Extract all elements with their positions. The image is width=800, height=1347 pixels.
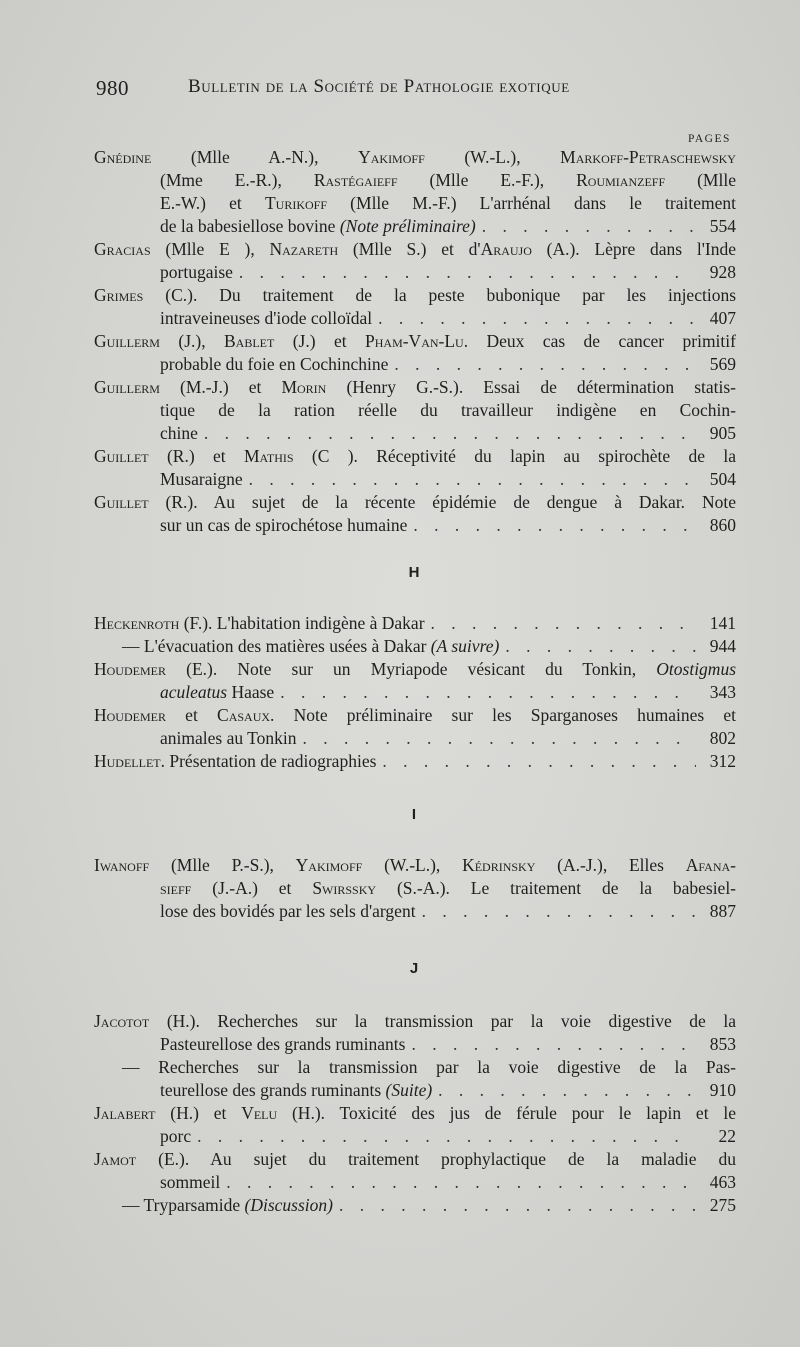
page-reference: 463: [709, 1172, 736, 1192]
entry-line: sur un cas de spirochétose humaine . . . 860: [160, 514, 736, 537]
entry-line: — Recherches sur la transmission par la voie digestive de la Pas-: [122, 1057, 736, 1077]
entry-line: sieff (J.-A.) et Swirssky (S.-A.). Le traitement de la babesiel-: [160, 878, 737, 898]
dot-leader: [204, 422, 696, 445]
page-reference: 569: [709, 354, 736, 374]
section-letter-i: I: [411, 806, 417, 823]
entry-line: Pasteurellose des grands ruminants . . . 853: [160, 1033, 736, 1056]
entry-line: lose des bovidés par les sels d'argent . . . 887: [160, 900, 736, 923]
dot-leader: [249, 468, 696, 491]
page-reference: 312: [709, 751, 736, 771]
entry-line: portugaise . . . 928: [160, 261, 736, 284]
page-reference: 504: [709, 469, 736, 489]
page-reference: 141: [709, 613, 736, 633]
entry-line: Jalabert (H.) et Velu (H.). Toxicité des jus de férule pour le lapin et le: [94, 1103, 736, 1123]
dot-leader: [226, 1171, 696, 1194]
entry-line: de la babesiellose bovine (Note préliminaire) . . . 554: [160, 215, 736, 238]
pages-column-label: PAGES: [688, 133, 731, 145]
dot-leader: [413, 514, 696, 537]
page-reference: 860: [709, 515, 736, 535]
entry-line: animales au Tonkin . . . 802: [160, 727, 736, 750]
page-reference: 910: [709, 1080, 736, 1100]
entry-line: Guillet (R.). Au sujet de la récente épidémie de dengue à Dakar. Note: [94, 492, 736, 512]
dot-leader: [197, 1125, 696, 1148]
entry-line: Hudellet. Présentation de radiographies . . . 312: [94, 750, 736, 773]
entry-line: tique de la ration réelle du travailleur indigène en Cochin-: [160, 400, 736, 420]
entry-line: Jacotot (H.). Recherches sur la transmission par la voie digestive de la: [94, 1011, 736, 1031]
dot-leader: [378, 307, 696, 330]
entry-line: aculeatus Haase . . . 343: [160, 681, 736, 704]
entry-line: Guillet (R.) et Mathis (C ). Réceptivité du lapin au spirochète de la: [94, 446, 736, 466]
dot-leader: [482, 215, 696, 238]
entry-line: Guillerm (M.-J.) et Morin (Henry G.-S.). Essai de détermination statis-: [94, 377, 736, 397]
page-reference: 343: [709, 682, 736, 702]
entry-line: teurellose des grands ruminants (Suite) . . . 910: [160, 1079, 736, 1102]
entry-line: Gracias (Mlle E ), Nazareth (Mlle S.) et d'Araujo (A.). Lèpre dans l'Inde: [94, 239, 736, 259]
running-title: Bulletin de la Société de Pathologie exotique: [188, 76, 570, 97]
dot-leader: [339, 1194, 696, 1217]
dot-leader: [280, 681, 696, 704]
page-reference: 22: [718, 1126, 736, 1146]
dot-leader: [438, 1079, 696, 1102]
entry-line: — L'évacuation des matières usées à Dakar (A suivre) . . . 944: [122, 635, 736, 658]
entry-line: E.-W.) et Turikoff (Mlle M.-F.) L'arrhénal dans le traitement: [160, 193, 736, 213]
dot-leader: [394, 353, 696, 376]
page-reference: 554: [709, 216, 736, 236]
entry-line: Gnédine (Mlle A.-N.), Yakimoff (W.-L.), Markoff-Petraschewsky: [94, 147, 736, 167]
dot-leader: [505, 635, 696, 658]
entry-line: (Mme E.-R.), Rastégaieff (Mlle E.-F.), Roumianzeff (Mlle: [160, 170, 736, 190]
page-reference: 407: [709, 308, 736, 328]
entry-line: Jamot (E.). Au sujet du traitement prophylactique de la maladie du: [94, 1149, 736, 1169]
dot-leader: [422, 900, 696, 923]
page-number: 980: [96, 76, 129, 100]
entry-line: porc . . . 22: [160, 1125, 736, 1148]
page-reference: 928: [709, 262, 736, 282]
page-reference: 802: [709, 728, 736, 748]
entry-line: Houdemer (E.). Note sur un Myriapode vésicant du Tonkin, Otostigmus: [94, 659, 736, 679]
page-reference: 905: [709, 423, 736, 443]
entry-line: Heckenroth (F.). L'habitation indigène à Dakar . . . 141: [94, 612, 736, 635]
dot-leader: [302, 727, 696, 750]
entry-line: intraveineuses d'iode colloïdal . . . 407: [160, 307, 736, 330]
dot-leader: [239, 261, 696, 284]
entry-line: Iwanoff (Mlle P.-S.), Yakimoff (W.-L.), Kédrinsky (A.-J.), Elles Afana-: [94, 855, 736, 875]
dot-leader: [431, 612, 696, 635]
entry-line: chine . . . 905: [160, 422, 736, 445]
entry-line: probable du foie en Cochinchine . . . 569: [160, 353, 736, 376]
page-reference: 944: [709, 636, 736, 656]
section-letter-j: J: [409, 960, 419, 977]
page-reference: 853: [709, 1034, 736, 1054]
entry-line: Musaraigne . . . 504: [160, 468, 736, 491]
section-letter-h: H: [408, 564, 420, 581]
page-reference: 887: [709, 901, 736, 921]
page-header: [96, 76, 696, 106]
page-reference: 275: [709, 1195, 736, 1215]
dot-leader: [411, 1033, 696, 1056]
entry-line: Guillerm (J.), Bablet (J.) et Pham-Van-Lu. Deux cas de cancer primitif: [94, 331, 736, 351]
dot-leader: [382, 750, 696, 773]
entry-line: Grimes (C.). Du traitement de la peste bubonique par les injections: [94, 285, 736, 305]
entry-line: — Tryparsamide (Discussion) . . . 275: [122, 1194, 736, 1217]
entry-line: Houdemer et Casaux. Note préliminaire sur les Sparganoses humaines et: [94, 705, 736, 725]
entry-line: sommeil . . . 463: [160, 1171, 736, 1194]
